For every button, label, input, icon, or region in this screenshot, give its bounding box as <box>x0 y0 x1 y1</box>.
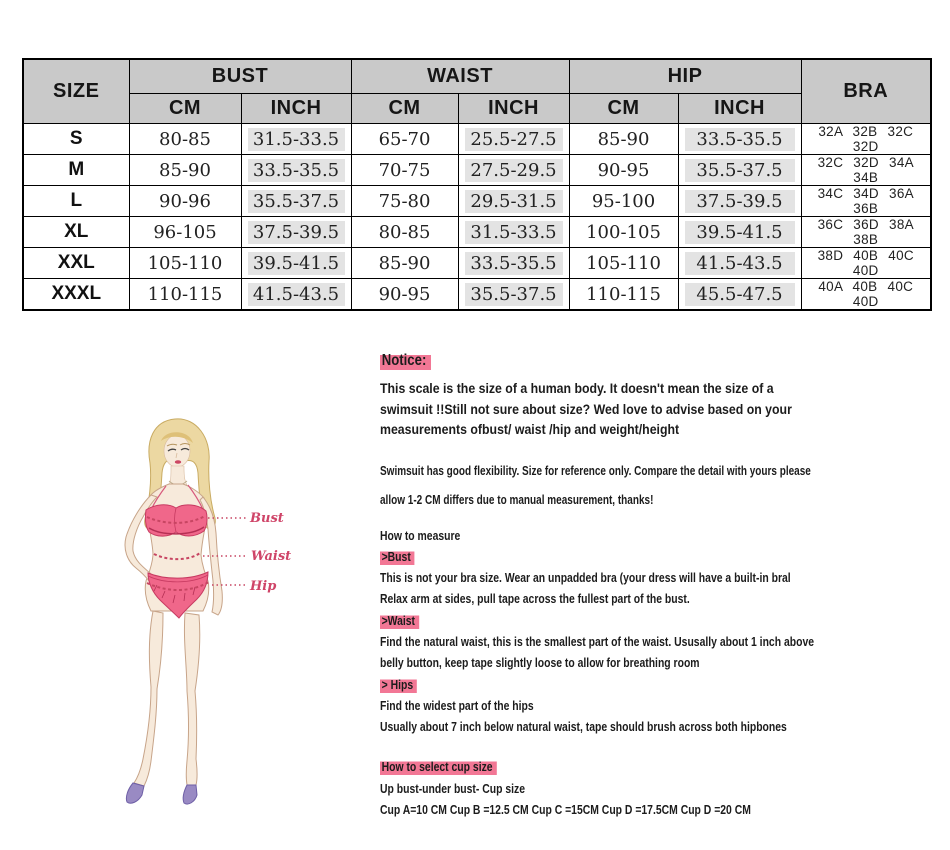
right-leg <box>184 613 199 785</box>
bust-inch-value: 31.5-33.5 <box>248 128 345 151</box>
waist-cm-cell: 80-85 <box>351 217 458 248</box>
waist-instruction-line: belly button, keep tape slightly loose to allow for breathing room <box>380 655 700 671</box>
bust-inch-cell <box>241 248 351 279</box>
bust-instruction-line: This is not your bra size. Wear an unpadded bra (your dress will have a built-in bral <box>380 570 791 586</box>
bust-heading-text: >Bust <box>380 549 415 565</box>
hip-cm-cell: 95-100 <box>569 186 678 217</box>
waist-heading-text: >Waist <box>380 613 419 629</box>
sizing-notes <box>380 352 940 820</box>
bra-cell: 34C 34D 36A 36B <box>801 186 931 217</box>
waist-inch-cell <box>458 124 569 155</box>
size-label-cell: M <box>23 155 129 186</box>
lips <box>175 460 181 464</box>
col-header-hip: HIP <box>569 59 801 94</box>
waist-instruction-line: Find the natural waist, this is the smallest part of the waist. Ususally about 1 inch above <box>380 633 815 649</box>
col-header-bra: BRA <box>801 59 931 124</box>
hip-inch-cell <box>678 124 801 155</box>
hip-cm-cell: 100-105 <box>569 217 678 248</box>
col-header-size: SIZE <box>23 59 129 124</box>
bust-inch-value: 41.5-43.5 <box>248 283 345 306</box>
waist-inch-cell <box>458 279 569 311</box>
waist-cm-cell: 70-75 <box>351 155 458 186</box>
size-table <box>22 58 932 311</box>
hip-inch-cell <box>678 248 801 279</box>
bust-cm-cell: 110-115 <box>129 279 241 311</box>
bra-cell: 38D 40B 40C 40D <box>801 248 931 279</box>
bust-inch-cell <box>241 217 351 248</box>
notice-line: measurements ofbust/ waist /hip and weight/height <box>380 421 680 437</box>
waist-inch-value: 31.5-33.5 <box>465 221 563 244</box>
bust-inch-value: 35.5-37.5 <box>248 190 345 213</box>
bust-heading <box>380 546 828 567</box>
waist-inch-cell <box>458 155 569 186</box>
subheader-hip-inch: INCH <box>678 94 801 124</box>
left-leg <box>134 611 163 786</box>
hip-inch-value: 33.5-35.5 <box>685 128 795 151</box>
hip-cm-cell: 110-115 <box>569 279 678 311</box>
cup-size-heading-text: How to select cup size <box>380 759 497 775</box>
size-row <box>23 155 931 186</box>
bra-cell: 32C 32D 34A 34B <box>801 155 931 186</box>
notice-line: This scale is the size of a human body. It doesn't mean the size of a <box>380 380 774 396</box>
measurement-figure-sketch <box>105 415 385 815</box>
bust-inch-value: 39.5-41.5 <box>248 252 345 275</box>
hip-label: Hip <box>250 579 277 594</box>
hips-instruction-line: Find the widest part of the hips <box>380 697 534 713</box>
subheader-bust-inch: INCH <box>241 94 351 124</box>
bust-cm-cell: 80-85 <box>129 124 241 155</box>
waist-inch-value: 25.5-27.5 <box>465 128 563 151</box>
bust-label: Bust <box>250 511 284 526</box>
hip-inch-value: 39.5-41.5 <box>685 221 795 244</box>
bra-cell: 40A 40B 40C 40D <box>801 279 931 311</box>
right-shoe <box>183 785 197 804</box>
hip-inch-cell <box>678 186 801 217</box>
hip-inch-cell <box>678 279 801 311</box>
measurement-figure <box>105 415 385 815</box>
hip-cm-cell: 90-95 <box>569 155 678 186</box>
bust-inch-value: 33.5-35.5 <box>248 159 345 182</box>
size-row <box>23 186 931 217</box>
hip-cm-cell: 85-90 <box>569 124 678 155</box>
waist-cm-cell: 90-95 <box>351 279 458 311</box>
bust-inch-value: 37.5-39.5 <box>248 221 345 244</box>
waist-cm-cell: 75-80 <box>351 186 458 217</box>
bust-inch-cell <box>241 186 351 217</box>
waist-cm-cell: 65-70 <box>351 124 458 155</box>
waist-heading <box>380 610 828 631</box>
subheader-bust-cm: CM <box>129 94 241 124</box>
subheader-hip-cm: CM <box>569 94 678 124</box>
how-to-measure-title: How to measure <box>380 527 461 543</box>
flexibility-line: Swimsuit has good flexibility. Size for reference only. Compare the detail with yours please <box>380 463 811 478</box>
bust-inch-cell <box>241 279 351 311</box>
size-label-cell: S <box>23 124 129 155</box>
left-shoe <box>126 783 144 803</box>
waist-inch-value: 35.5-37.5 <box>465 283 563 306</box>
size-row <box>23 217 931 248</box>
size-row <box>23 248 931 279</box>
cup-size-line: Up bust-under bust- Cup size <box>380 780 526 796</box>
table-subheader-row <box>23 94 931 124</box>
size-label-cell: XXXL <box>23 279 129 311</box>
bust-inch-cell <box>241 124 351 155</box>
bust-cm-cell: 90-96 <box>129 186 241 217</box>
waist-inch-cell <box>458 248 569 279</box>
hips-heading <box>380 674 828 695</box>
waist-inch-cell <box>458 186 569 217</box>
hip-inch-value: 45.5-47.5 <box>685 283 795 306</box>
hip-inch-value: 37.5-39.5 <box>685 190 795 213</box>
neck <box>169 466 187 485</box>
bust-cm-cell: 105-110 <box>129 248 241 279</box>
bust-instruction-line: Relax arm at sides, pull tape across the fullest part of the bust. <box>380 591 690 607</box>
subheader-waist-cm: CM <box>351 94 458 124</box>
notice-line: swimsuit !!Still not sure about size? Wed love to advise based on your <box>380 400 792 417</box>
bust-inch-cell <box>241 155 351 186</box>
hip-cm-cell: 105-110 <box>569 248 678 279</box>
waist-inch-cell <box>458 217 569 248</box>
waist-inch-value: 33.5-35.5 <box>465 252 563 275</box>
waist-inch-value: 27.5-29.5 <box>465 159 563 182</box>
hips-heading-text: > Hips <box>380 677 417 693</box>
col-header-bust: BUST <box>129 59 351 94</box>
waist-inch-value: 29.5-31.5 <box>465 190 563 213</box>
size-label-cell: XL <box>23 217 129 248</box>
size-row <box>23 124 931 155</box>
cup-size-line: Cup A=10 CM Cup B =12.5 CM Cup C =15CM Cup D =17.5CM Cup D =20 CM <box>380 802 751 818</box>
bra-cell: 36C 36D 38A 38B <box>801 217 931 248</box>
hips-instruction-line: Usually about 7 inch below natural waist, tape should brush across both hipbones <box>380 719 787 735</box>
bra-cell: 32A 32B 32C 32D <box>801 124 931 155</box>
subheader-waist-inch: INCH <box>458 94 569 124</box>
cup-size-heading <box>380 756 828 777</box>
bust-cm-cell: 85-90 <box>129 155 241 186</box>
col-header-waist: WAIST <box>351 59 569 94</box>
size-row <box>23 279 931 311</box>
size-label-cell: XXL <box>23 248 129 279</box>
hip-inch-value: 35.5-37.5 <box>685 159 795 182</box>
notice-heading-text: Notice: <box>380 352 431 370</box>
bust-cm-cell: 96-105 <box>129 217 241 248</box>
waist-label: Waist <box>251 549 292 564</box>
hip-inch-cell <box>678 155 801 186</box>
flexibility-line: allow 1-2 CM differs due to manual measurement, thanks! <box>380 492 654 507</box>
waist-cm-cell: 85-90 <box>351 248 458 279</box>
hip-inch-value: 41.5-43.5 <box>685 252 795 275</box>
size-label-cell: L <box>23 186 129 217</box>
table-header-row <box>23 59 931 94</box>
hip-inch-cell <box>678 217 801 248</box>
notice-heading <box>380 352 856 369</box>
size-table-body <box>23 124 931 311</box>
